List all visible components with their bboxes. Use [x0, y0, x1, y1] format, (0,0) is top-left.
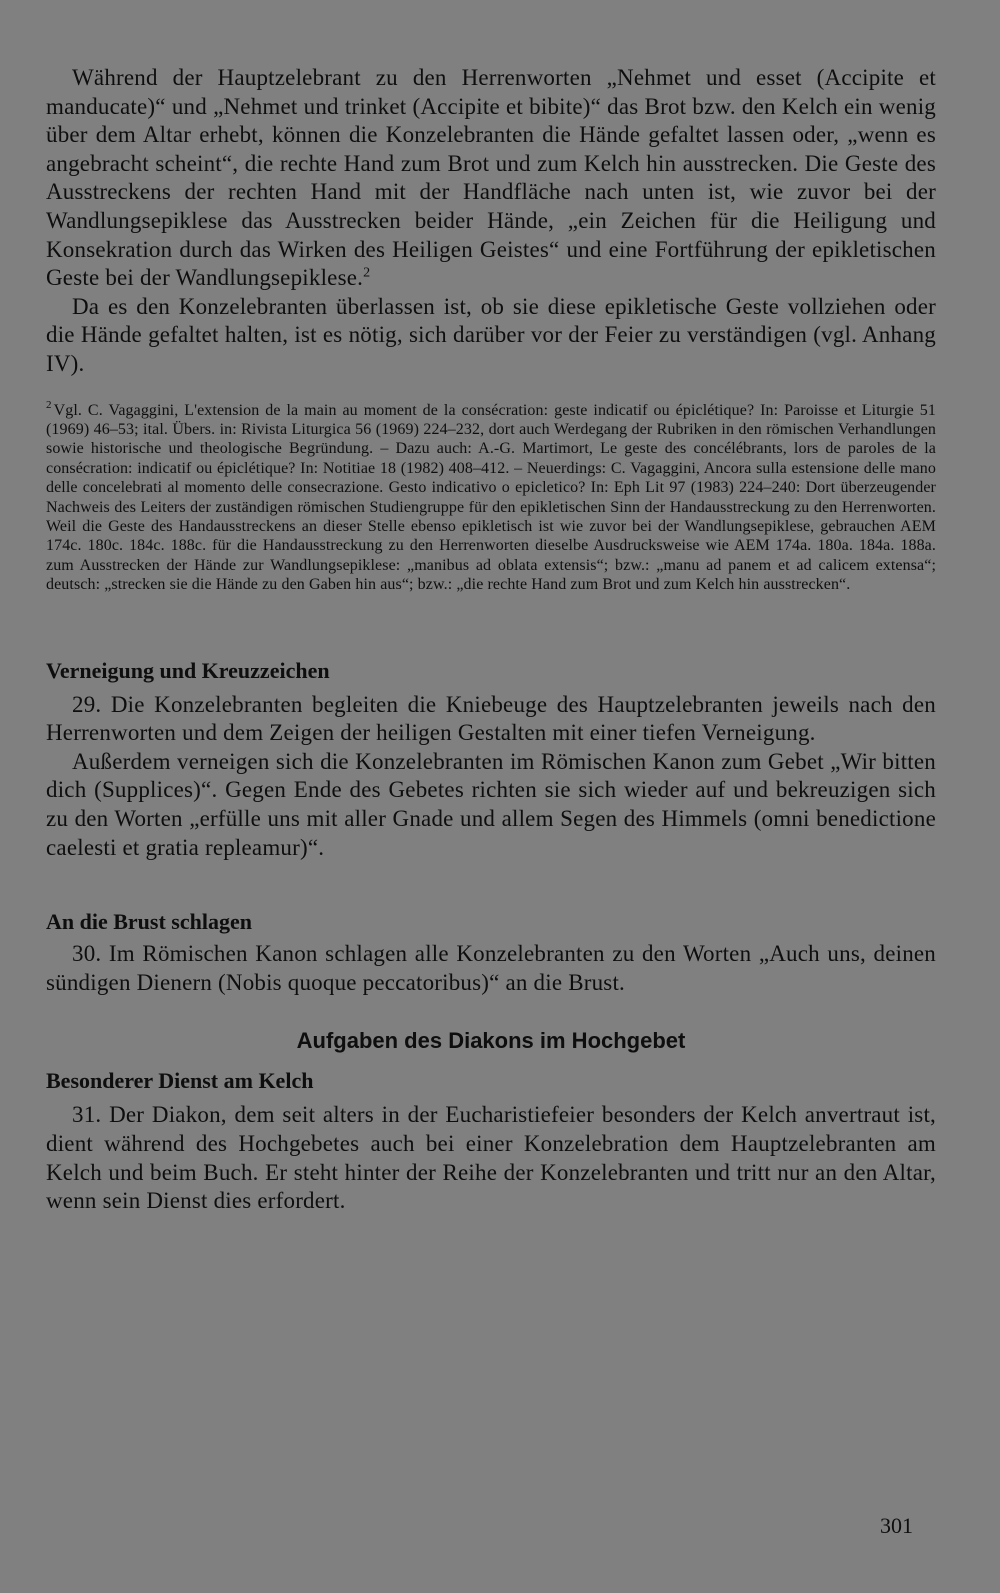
heading-brust: An die Brust schlagen — [46, 909, 252, 935]
footnote-reference: 2 — [363, 265, 371, 281]
intro-paragraph-1-text: Während der Hauptzelebrant zu den Herrenworten „Nehmet und esset (Accipite et manducate)“ und „Nehmet und trinket (Accipite et bibite)“ das Brot bzw. den Kelch ein wenig über dem Altar erhebt, können die Konzelebranten die Hände gefaltet lassen oder, „wenn es angebracht scheint“, die rechte Hand zum Brot und zum Kelch hin ausstrecken. Die Geste des Ausstreckens der rechten Hand mit der Handfläche nach unten ist, wie zuvor bei der Wandlungsepiklese das Ausstrecken beider Hände, „ein Zeichen für die Heiligung und Konsekration durch das Wirken des Heiligen Geistes“ und eine Fortführung der epikletischen Geste bei der Wandlungsepiklese. — [46, 65, 936, 291]
footnote-number: 2 — [46, 399, 52, 412]
heading-kelch: Besonderer Dienst am Kelch — [46, 1068, 314, 1094]
paragraph-31: 31. Der Diakon, dem seit alters in der Eucharistiefeier besonders der Kelch anvertraut ist, dient während des Hochgebetes auch bei einer Konzelebration dem Hauptzelebranten am Kelch und beim Buch. Er steht hinter der Reihe der Konzelebranten und tritt nur an den Altar, wenn sein Dienst dies erfordert. — [46, 1102, 936, 1214]
page-content — [46, 64, 936, 1216]
heading-verneigung: Verneigung und Kreuzzeichen — [46, 657, 330, 683]
footnote — [46, 401, 936, 595]
section-title-diakon: Aufgaben des Diakons im Hochgebet — [296, 1028, 686, 1054]
page-number: 301 — [880, 1513, 913, 1538]
footnote-text: Vgl. C. Vagaggini, L'extension de la main au moment de la consécration: geste indicatif ou épiclétique? In: Paroisse et Liturgie 51 (1969) 46–53; ital. Übers. in: Rivista Liturgica 56 (1969) 224–232, dort auch Werdegang der Rubriken in den römischen Verhandlungen sowie historische und theologische Begründung. – Dazu auch: A.-G. Martimort, Le geste des concélébrants, lors de paroles de la consécration: indicatif ou épiclétique? In: Notitiae 18 (1982) 408–412. – Neuerdings: C. Vagaggini, Ancora sulla estensione delle mano delle concelebrati al momento delle consecrazione. Gesto indicativo o epicletico? In: Eph Lit 97 (1983) 224–240: Dort überzeugender Nachweis des Leiters der zuständigen römischen Studiengruppe für den epikletischen Sinn der Handausstreckung zu den Herrenworten. Weil die Geste des Handausstreckens an dieser Stelle ebenso epikletisch ist wie zuvor bei der Wandlungsepiklese, gebrauchen AEM 174c. 180c. 184c. 188c. für die Handausstreckung zu den Herrenworten dieselbe Ausdrucksweise wie AEM 174a. 180a. 184a. 188a. zum Ausstrecken der Hände zur Wandlungsepiklese: „manibus ad oblata extensis“; bzw.: „manu ad panem et ad calicem extensa“; deutsch: „strecken sie die Hände zu den Gaben hin aus“; bzw.: „die rechte Hand zum Brot und zum Kelch hin ausstrecken“. — [46, 401, 936, 594]
paragraph-29: 29. Die Konzelebranten begleiten die Kniebeuge des Hauptzelebranten jeweils nach den Herrenworten und dem Zeigen der heiligen Gestalten mit einer tiefen Verneigung. — [46, 691, 936, 746]
intro-paragraph-1 — [46, 64, 936, 293]
paragraph-30: 30. Im Römischen Kanon schlagen alle Konzelebranten zu den Worten „Auch uns, deinen sündigen Dienern (Nobis quoque peccatoribus)“ an die Brust. — [46, 941, 936, 995]
intro-paragraph-2: Da es den Konzelebranten überlassen ist, ob sie diese epikletische Geste vollziehen oder die Hände gefaltet halten, ist es nötig, sich darüber vor der Feier zu verständigen (vgl. Anhang IV). — [46, 293, 936, 376]
paragraph-29-continued: Außerdem verneigen sich die Konzelebranten im Römischen Kanon zum Gebet „Wir bitten dich (Supplices)“. Gegen Ende des Gebetes richten sie sich wieder auf und bekreuzigen sich zu den Worten „erfülle uns mit aller Gnade und allem Segen des Himmels (omni benedictione caelesti et gratia repleamur)“. — [46, 748, 936, 860]
